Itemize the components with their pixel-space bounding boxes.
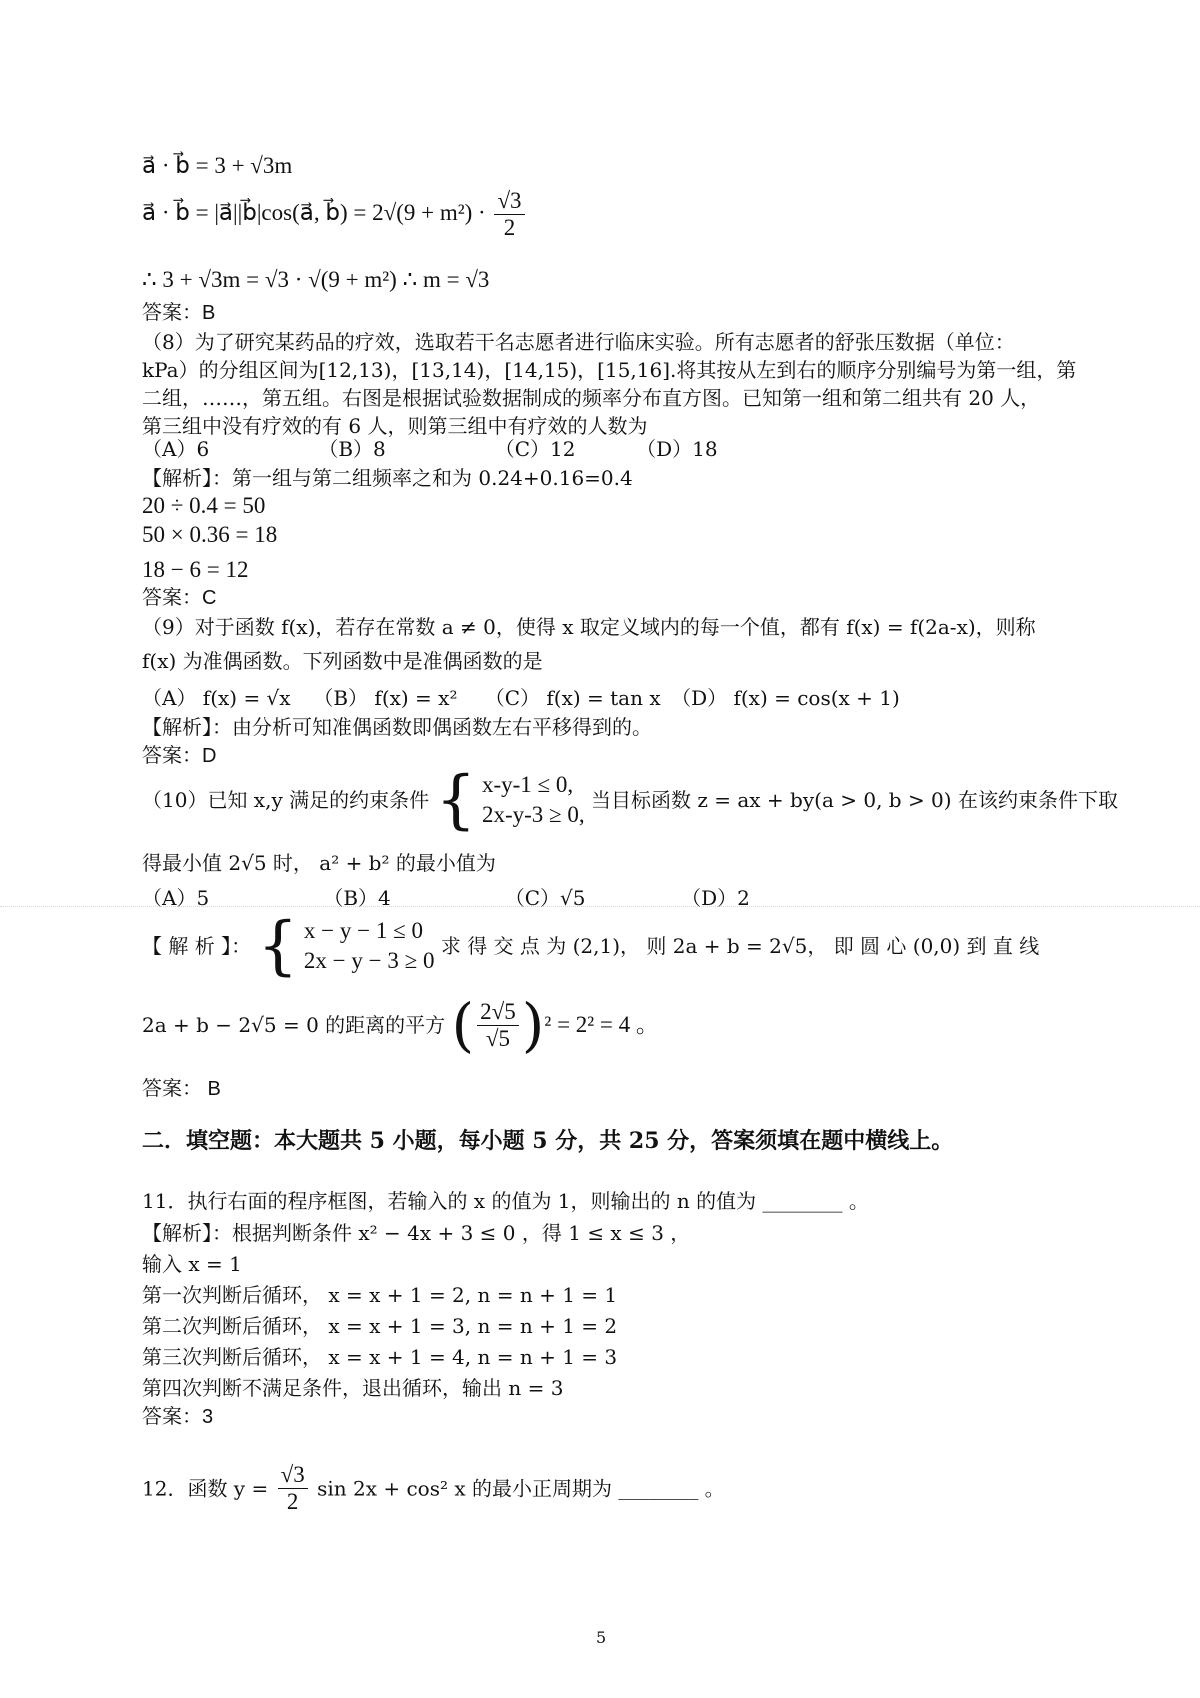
q8-calc-1: 20 ÷ 0.4 = 50 — [142, 493, 266, 518]
q11-step-4: 第三次判断后循环， x = x + 1 = 4, n = n + 1 = 3 — [142, 1345, 618, 1369]
q8-line-2: kPa）的分组区间为[12,13)，[13,14)，[14,15)，[15,16].将其按从左到右的顺序分别编号为第一组，第 — [142, 358, 1077, 382]
q10-constraint-system — [435, 763, 585, 837]
q11-analysis: 【解析】：根据判断条件 x² − 4x + 3 ≤ 0 ，得 1 ≤ x ≤ 3 ， — [142, 1221, 691, 1245]
q9-answer: 答案：D — [142, 745, 217, 767]
q10-distance-numerator: 2√5 — [477, 999, 519, 1026]
q10-constraint-1: x-y-1 ≤ 0, — [481, 772, 574, 797]
q12-fraction — [278, 1462, 308, 1515]
q12-prefix: 12．函数 y = — [142, 1476, 269, 1501]
q9-option-d: （D） f(x) = cos(x + 1) — [671, 686, 900, 710]
q7-equation-1: a⃗ · b⃗ = 3 + √3m — [142, 153, 293, 178]
q10-line-2: 得最小值 2√5 时， a² + b² 的最小值为 — [142, 851, 496, 875]
q8-option-d: （D）18 — [636, 437, 718, 461]
q10-right-paren: ) — [521, 991, 545, 1059]
q10-suffix: 当目标函数 z = ax + by(a > 0, b > 0) 在该约束条件下取 — [591, 788, 1118, 812]
q7-fraction-numerator: √3 — [494, 188, 524, 215]
q8-answer: 答案：C — [142, 587, 217, 609]
q10-distance-fraction — [477, 999, 519, 1052]
q10-option-b: （B）4 — [323, 886, 391, 910]
q9-analysis: 【解析】：由分析可知准偶函数即偶函数左右平移得到的。 — [142, 715, 652, 739]
q11-step-2: 第一次判断后循环， x = x + 1 = 2, n = n + 1 = 1 — [142, 1283, 618, 1307]
q9-option-b: （B） f(x) = x² — [313, 686, 458, 710]
q9-line-1: （9）对于函数 f(x)，若存在常数 a ≠ 0，使得 x 取定义域内的每一个值，都有 f(x) = f(2a-x)，则称 — [142, 615, 1036, 639]
q9-line-2: f(x) 为准偶函数。下列函数中是准偶函数的是 — [142, 649, 543, 673]
q10-option-d: （D）2 — [681, 886, 750, 910]
q10-constraint-2: 2x-y-3 ≥ 0, — [481, 802, 585, 827]
q8-option-c: （C）12 — [494, 437, 576, 461]
q10-option-a: （A）5 — [142, 886, 210, 910]
q11-question: 11．执行右面的程序框图，若输入的 x 的值为 1，则输出的 n 的值为 ________ 。 — [142, 1189, 869, 1213]
q12-suffix: sin 2x + cos² x 的最小正周期为 ________ 。 — [317, 1476, 725, 1501]
q10-analysis-brace: { — [257, 909, 299, 983]
q10-analysis-rest: 求 得 交 点 为 (2,1)， 则 2a + b = 2√5， 即 圆 心 (0,0) 到 直 线 — [440, 934, 1040, 958]
q7-answer: 答案：B — [142, 302, 216, 324]
q12-fraction-numerator: √3 — [278, 1462, 308, 1489]
q11-answer: 答案：3 — [142, 1406, 214, 1428]
section-title-fill-in: 二．填空题：本大题共 5 小题，每小题 5 分，共 25 分，答案须填在题中横线上。 — [142, 1128, 954, 1154]
q10-options — [142, 885, 750, 911]
q9-option-c: （C） f(x) = tan x — [484, 686, 661, 710]
q7-equation-2 — [142, 188, 528, 241]
q8-line-3: 二组，……，第五组。右图是根据试验数据制成的频率分布直方图。已知第一组和第二组共有 20 人， — [142, 386, 1041, 410]
q10-analysis-line-2 — [142, 991, 659, 1059]
q10-option-c: （C）√5 — [504, 886, 586, 910]
q10-brace: { — [435, 763, 477, 837]
q11-step-1: 输入 x = 1 — [142, 1252, 242, 1276]
q8-option-b: （B）8 — [318, 437, 386, 461]
q9-option-a: （A） f(x) = √x — [142, 686, 291, 710]
q7-equation-2-fraction — [494, 188, 524, 241]
q8-line-1: （8）为了研究某药品的疗效，选取若干名志愿者进行临床实验。所有志愿者的舒张压数据（单位： — [142, 330, 1015, 354]
q10-result: ² = 2² = 4 。 — [544, 1012, 659, 1037]
q10-analysis-label: 【 解 析 】： — [142, 934, 252, 958]
q7-equation-3: ∴ 3 + √3m = √3 · √(9 + m²) ∴ m = √3 — [142, 267, 490, 292]
q10-answer: 答案： B — [142, 1078, 221, 1100]
page-number: 5 — [596, 1628, 607, 1647]
q10-distance-denominator: √5 — [485, 1025, 511, 1051]
q8-options — [142, 436, 718, 462]
q10-analysis-line-1 — [142, 909, 1040, 983]
q10-analysis-eq-2: 2x − y − 3 ≥ 0 — [303, 948, 435, 973]
q10-analysis-eq-1: x − y − 1 ≤ 0 — [303, 918, 423, 943]
q8-analysis: 【解析】：第一组与第二组频率之和为 0.24+0.16=0.4 — [142, 466, 633, 490]
q12-question — [142, 1462, 725, 1515]
q7-equation-2-left: a⃗ · b⃗ = |a⃗||b⃗|cos(a⃗, b⃗) = 2√(9 + m²) · — [142, 199, 486, 225]
q7-fraction-denominator: 2 — [503, 215, 516, 240]
q12-fraction-denominator: 2 — [286, 1489, 299, 1514]
q8-calc-2: 50 × 0.36 = 18 — [142, 522, 278, 547]
q10-line-equation: 2a + b − 2√5 = 0 的距离的平方 — [142, 1013, 446, 1037]
q10-left-paren: ( — [451, 991, 475, 1059]
q11-step-5: 第四次判断不满足条件，退出循环，输出 n = 3 — [142, 1376, 564, 1400]
q10-prefix: （10）已知 x,y 满足的约束条件 — [142, 788, 430, 812]
q10-analysis-system — [257, 909, 435, 983]
q8-calc-3: 18 − 6 = 12 — [142, 557, 249, 582]
q9-options — [142, 685, 900, 711]
q11-step-3: 第二次判断后循环， x = x + 1 = 3, n = n + 1 = 2 — [142, 1314, 618, 1338]
q8-line-4: 第三组中没有疗效的有 6 人，则第三组中有疗效的人数为 — [142, 414, 648, 438]
q8-option-a: （A）6 — [142, 437, 210, 461]
q10-line-1 — [142, 763, 1118, 837]
